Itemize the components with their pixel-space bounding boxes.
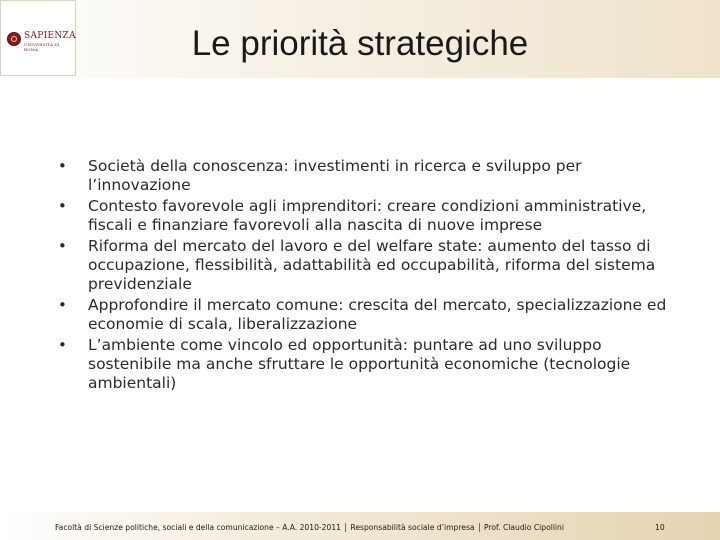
page-number: 10 [655, 523, 665, 532]
university-logo [0, 0, 76, 76]
bullet-text: Riforma del mercato del lavoro e del welfare state: aumento del tasso di occupazione, flessibilità, adattabilità ed occupabilità, riforma del sistema previdenziale [88, 237, 656, 293]
bullet-icon: • [58, 296, 67, 314]
logo-name: SAPIENZA [24, 31, 76, 41]
bullet-item [55, 157, 667, 195]
bullet-text: Contesto favorevole agli imprenditori: creare condizioni amministrative, fiscali e finanziare favorevoli alla nascita di nuove imprese [88, 197, 647, 234]
footer-credits: Facoltà di Scienze politiche, sociali e della comunicazione – A.A. 2010-2011 │ Responsabilità sociale d’impresa │ Prof. Claudio Cipollini [55, 523, 564, 532]
slide-title: Le priorità strategiche [191, 24, 529, 63]
bullet-item [55, 336, 667, 393]
seal-icon [7, 32, 21, 46]
bullet-icon: • [58, 197, 67, 215]
bullet-text: Approfondire il mercato comune: crescita del mercato, specializzazione ed economie di scala, liberalizzazione [88, 296, 667, 333]
bullet-item [55, 296, 667, 334]
bullet-item [55, 237, 667, 294]
bullet-list [55, 157, 667, 395]
bullet-item [55, 197, 667, 235]
bullet-icon: • [58, 157, 67, 175]
bullet-text: L’ambiente come vincolo ed opportunità: puntare ad uno sviluppo sostenibile ma anche sfruttare le opportunità economiche (tecnologie ambientali) [88, 336, 631, 392]
bullet-icon: • [58, 336, 67, 354]
logo-subtitle: UNIVERSITÀ DI ROMA [24, 42, 60, 52]
bullet-icon: • [58, 237, 67, 255]
bullet-text: Società della conoscenza: investimenti in ricerca e sviluppo per l’innovazione [88, 157, 582, 194]
